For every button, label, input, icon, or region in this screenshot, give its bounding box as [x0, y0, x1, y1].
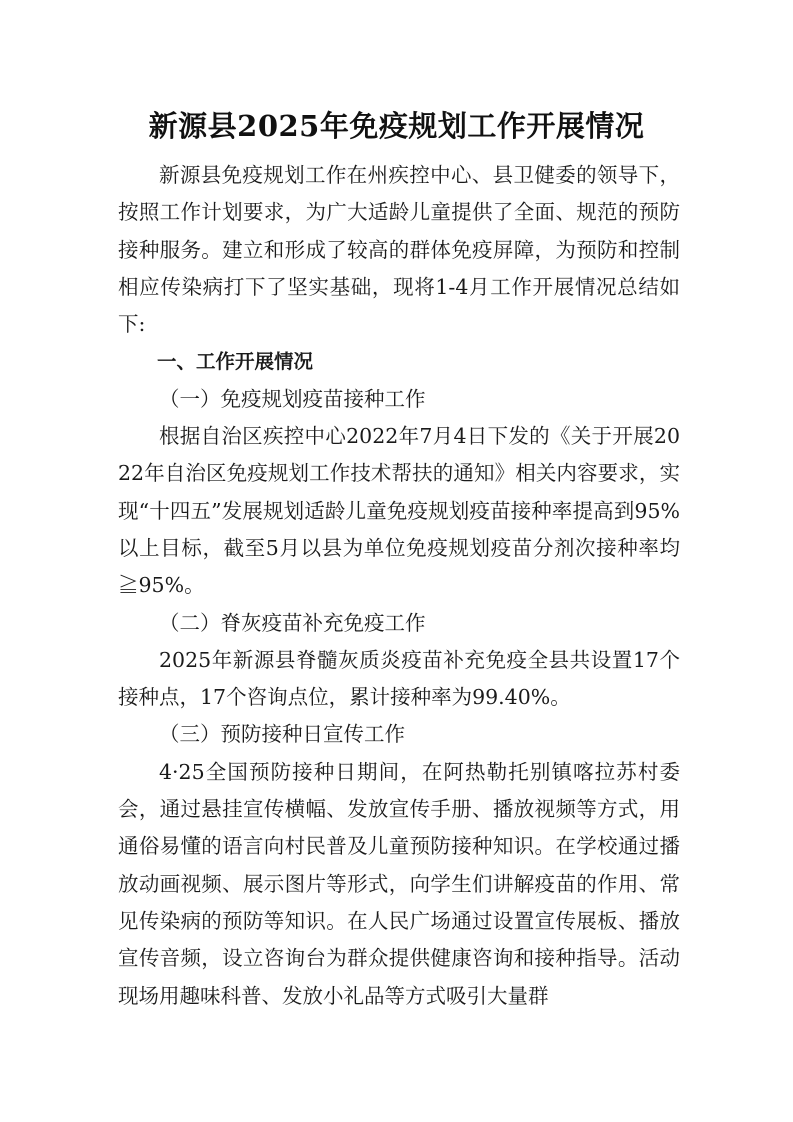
subheading-immunization-vaccination: （一）免疫规划疫苗接种工作 [159, 386, 426, 411]
document-body [118, 157, 680, 1015]
subheading-polio-supplementary: （二）脊灰疫苗补充免疫工作 [159, 610, 426, 635]
intro-paragraph: 新源县免疫规划工作在州疾控中心、县卫健委的领导下，按照工作计划要求，为广大适龄儿童提供了全面、规范的预防接种服务。建立和形成了较高的群体免疫屏障，为预防和控制相应传染病打下了坚实基础，现将1-4月工作开展情况总结如下: [118, 163, 680, 337]
document-title: 新源县2025年免疫规划工作开展情况 [148, 109, 645, 143]
paragraph-polio-supplementary: 2025年新源县脊髓灰质炎疫苗补充免疫全县共设置17个接种点，17个咨询点位，累计接种率为99.40%。 [118, 647, 680, 710]
paragraph-vaccination-day-publicity: 4·25全国预防接种日期间，在阿热勒托别镇喀拉苏村委会，通过悬挂宣传横幅、发放宣传手册、播放视频等方式，用通俗易懂的语言向村民普及儿童预防接种知识。在学校通过播放动画视频、展示图片等形式，向学生们讲解疫苗的作用、常见传染病的预防等知识。在人民广场通过设置宣传展板、播放宣传音频，设立咨询台为群众提供健康咨询和接种指导。活动现场用趣味科普、发放小礼品等方式吸引大量群 [118, 759, 680, 1008]
section-heading-work-status: 一、工作开展情况 [157, 350, 314, 374]
subheading-vaccination-day-publicity: （三）预防接种日宣传工作 [159, 722, 405, 747]
paragraph-immunization-vaccination: 根据自治区疾控中心2022年7月4日下发的《关于开展2022年自治区免疫规划工作技术帮扶的通知》相关内容要求，实现“十四五”发展规划适龄儿童免疫规划疫苗接种率提高到95%以上目标，截至5月以县为单位免疫规划疫苗分剂次接种率均≧95%。 [118, 424, 680, 598]
